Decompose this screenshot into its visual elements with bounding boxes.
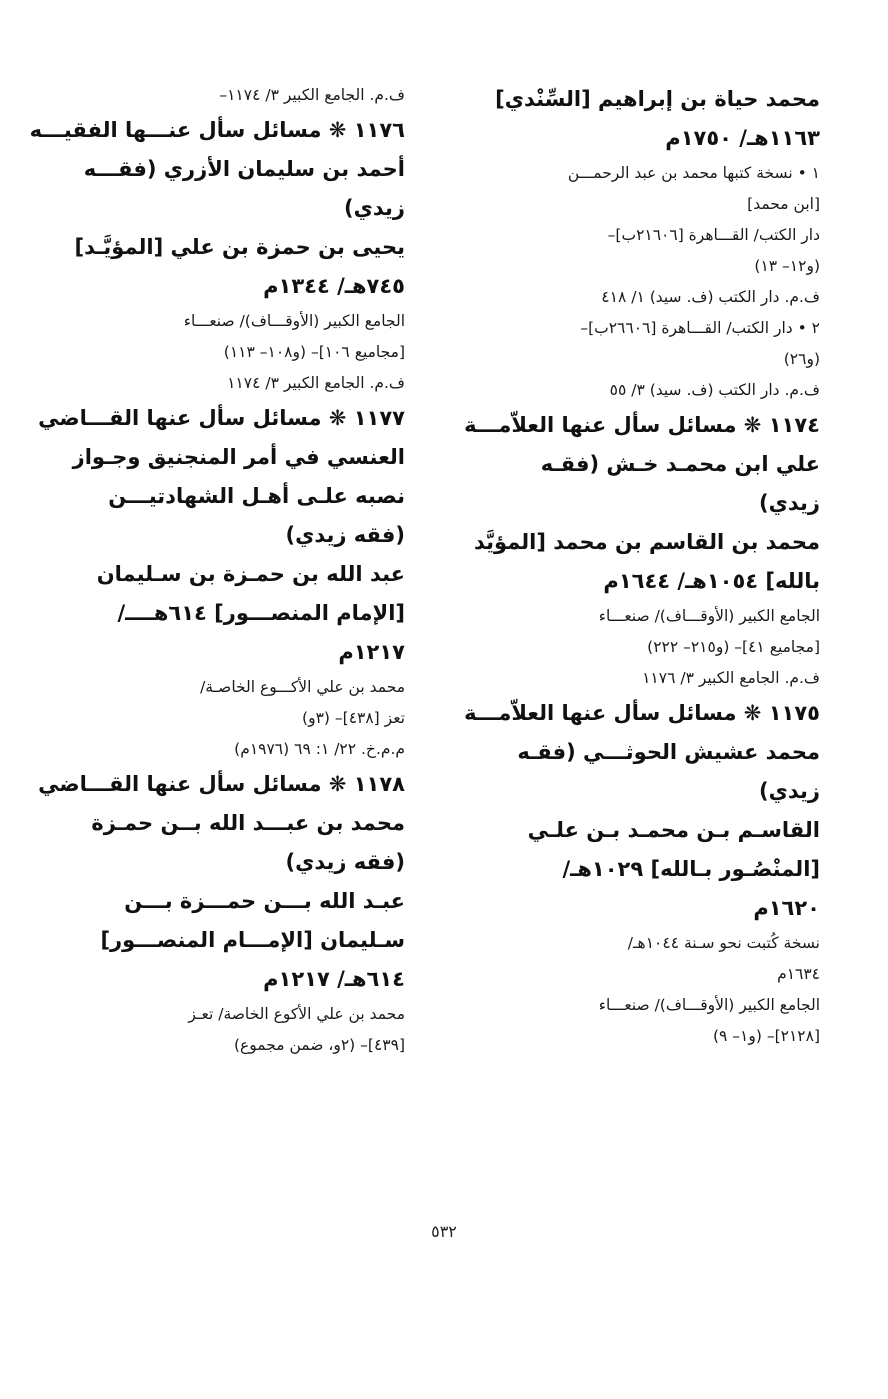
- entry-heading-line: زيدي): [759, 491, 820, 515]
- entry-heading-line: محمد بن القاسم بن محمد [المؤيَّد: [474, 530, 820, 554]
- entry-detail-line: الجامع الكبير (الأوقـــاف)/ صنعـــاء: [598, 607, 820, 625]
- entry-detail-line: الجامع الكبير (الأوقـــاف)/ صنعـــاء: [183, 312, 405, 330]
- entry-heading-line: ٧٤٥هـ/ ١٣٤٤م: [263, 274, 405, 298]
- entry-detail-line: [٤٣٩]– (٢و، ضمن مجموع): [234, 1036, 405, 1054]
- entry-heading-line: ٦١٤هـ/ ١٢١٧م: [263, 967, 405, 991]
- entry-detail-line: نسخة كُتبت نحو سـنة ١٠٤٤هـ/: [627, 934, 820, 952]
- entry-heading-line: ١٢١٧م: [338, 640, 405, 664]
- entry-heading-line: [المنْصُـور بـالله] ١٠٢٩هـ/: [562, 857, 820, 881]
- entry-heading-line: عبـد الله بـــن حمـــزة بـــن: [124, 889, 405, 913]
- entry-heading-line: محمد بن عبـــد الله بــن حمـزة: [91, 811, 405, 835]
- right-column: [435, 80, 820, 1052]
- entry-heading-line: عبد الله بن حمـزة بن سـليمان: [96, 562, 405, 586]
- entry-detail-line: ف.م. الجامع الكبير ٣/ ١١٧٤: [227, 374, 405, 392]
- entry-detail-line: ١٦٣٤م: [777, 965, 820, 983]
- entry-detail-line: [٢١٢٨]– (و١– ٩): [712, 1027, 820, 1045]
- entry-heading-line: سـليمان [الإمـــام المنصـــور]: [100, 928, 405, 952]
- entry-detail-line: ١ • نسخة كتبها محمد بن عبد الرحمـــن: [567, 164, 820, 182]
- entry-heading-line: نصبه علـى أهـل الشهادتيـــن: [108, 484, 405, 508]
- entry-detail-line: ٢ • دار الكتب/ القـــاهرة [٢٦٦٠٦ب]–: [580, 319, 820, 337]
- entry-heading-line: زيدي): [344, 196, 405, 220]
- entry-detail-line: [ابن محمد]: [747, 195, 820, 213]
- entry-detail-line: (و١٢– ١٣): [754, 257, 820, 275]
- entry-detail-line: محمد بن علي الأكـــوع الخاصـة/: [200, 678, 405, 696]
- entry-detail-line: ف.م. دار الكتب (ف. سيد) ٣/ ٥٥: [609, 381, 820, 399]
- entry-heading-line: القاسـم بـن محمـد بـن علـي: [527, 818, 820, 842]
- entry-heading-line: ١١٦٣هـ/ ١٧٥٠م: [665, 126, 820, 150]
- entry-heading-line: أحمد بن سليمان الأزري (فقـــه: [83, 157, 405, 181]
- entry-heading-line: ١١٧٤ ❋ مسائل سأل عنها العلاّمـــة: [464, 413, 820, 437]
- entry-heading-line: ١١٧٥ ❋ مسائل سأل عنها العلاّمـــة: [464, 701, 820, 725]
- entry-heading-line: ١١٧٨ ❋ مسائل سأل عنها القـــاضي: [38, 772, 405, 796]
- entry-detail-line: دار الكتب/ القـــاهرة [٢١٦٠٦ب]–: [607, 226, 820, 244]
- entry-heading-line: [الإمام المنصـــور] ٦١٤هــــ/: [117, 601, 405, 625]
- entry-heading-line: (فقه زيدي): [285, 850, 405, 874]
- entry-heading-line: زيدي): [759, 779, 820, 803]
- entry-heading-line: ١٦٢٠م: [753, 896, 820, 920]
- entry-heading-line: علي ابن محمـد خـش (فقـه: [540, 452, 820, 476]
- entry-detail-line: م.م.خ. ٢٢/ ١: ٦٩ (١٩٧٦م): [234, 740, 405, 758]
- entry-detail-line: الجامع الكبير (الأوقـــاف)/ صنعـــاء: [598, 996, 820, 1014]
- entry-heading-line: يحيى بن حمزة بن علي [المؤيَّـد]: [74, 235, 405, 259]
- entry-detail-line: تعز [٤٣٨]– (٣و): [302, 709, 405, 727]
- entry-heading-line: العنسي في أمر المنجنيق وجـواز: [72, 445, 405, 469]
- page-number: ٥٣٢: [431, 1222, 457, 1241]
- left-column: [29, 80, 405, 1061]
- entry-heading-line: ١١٧٦ ❋ مسائل سأل عنـــها الفقيـــه: [29, 118, 405, 142]
- entry-heading-line: (فقه زيدي): [285, 523, 405, 547]
- entry-detail-line: [مجاميع ١٠٦]– (و١٠٨– ١١٣): [223, 343, 405, 361]
- entry-detail-line: ف.م. الجامع الكبير ٣/ ١١٧٤–: [219, 86, 405, 104]
- entry-detail-line: (و٢٦): [783, 350, 820, 368]
- entry-heading-line: بالله] ١٠٥٤هـ/ ١٦٤٤م: [603, 569, 820, 593]
- entry-heading-line: محمد حياة بن إبراهيم [السِّنْدي]: [495, 87, 820, 111]
- entry-detail-line: ف.م. دار الكتب (ف. سيد) ١/ ٤١٨: [601, 288, 820, 306]
- entry-detail-line: محمد بن علي الأكوع الخاصة/ تعـز: [188, 1005, 405, 1023]
- entry-heading-line: ١١٧٧ ❋ مسائل سأل عنها القـــاضي: [38, 406, 405, 430]
- entry-detail-line: [مجاميع ٤١]– (و٢١٥– ٢٢٢): [647, 638, 820, 656]
- entry-heading-line: محمد عشيش الحوثـــي (فقـه: [517, 740, 820, 764]
- entry-detail-line: ف.م. الجامع الكبير ٣/ ١١٧٦: [642, 669, 820, 687]
